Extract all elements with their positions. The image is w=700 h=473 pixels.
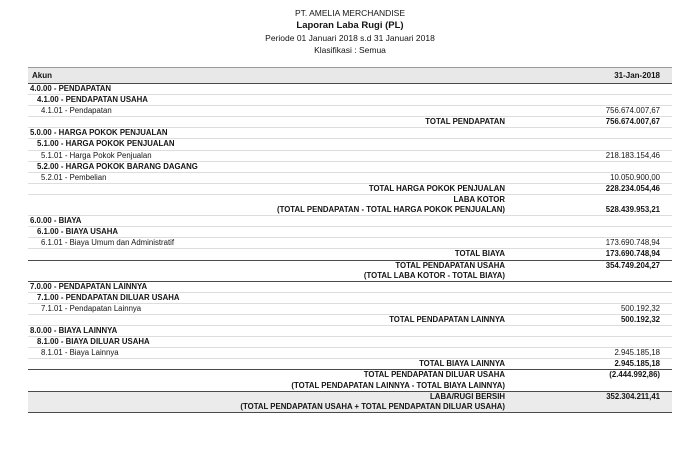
table-row [28,117,672,128]
row-label-cell [28,173,505,183]
table-row [28,282,672,293]
row-label: 4.1.01 - Pendapatan [41,106,112,116]
row-value: 528.439.953,21 [605,205,660,215]
row-value: 354.749.204,27 [605,260,660,270]
table-row [28,184,672,195]
row-label-cell [28,195,505,215]
row-label-cell [28,139,505,149]
row-value: 756.674.007,67 [605,117,660,127]
row-label-cell [28,227,505,237]
table-row [28,370,672,391]
table-row [28,315,672,326]
row-label-cell [28,359,505,369]
row-label: 7.1.01 - Pendapatan Lainnya [41,303,142,313]
row-label-cell [28,304,505,314]
row-label: 8.1.01 - Biaya Lainnya [41,348,119,358]
row-label-cell [28,216,505,226]
table-row [28,261,672,282]
row-label-cell [28,249,505,259]
row-value: 756.674.007,67 [605,106,660,116]
row-label: TOTAL PENDAPATAN DILUAR USAHA [363,370,505,380]
row-value: 500.192,32 [620,303,660,313]
row-label-cell [28,95,505,105]
table-row [28,326,672,337]
report-title-block [0,0,700,56]
row-label-cell [28,315,505,325]
table-row [28,392,672,413]
row-value: 352.304.211,41 [606,391,660,401]
row-label-cell [28,261,505,281]
row-label: LABA KOTOR [453,194,505,204]
row-label-cell [28,151,505,161]
table-row [28,151,672,162]
row-label-cell [28,106,505,116]
row-label-formula: (TOTAL PENDAPATAN LAINNYA - TOTAL BIAYA LAINNYA) [291,380,505,390]
table-row [28,95,672,106]
row-label: 5.2.01 - Pembelian [41,172,107,182]
row-label-formula: (TOTAL PENDAPATAN USAHA + TOTAL PENDAPATAN DILUAR USAHA) [240,401,505,411]
row-value: 218.183.154,46 [605,150,660,160]
row-label: TOTAL BIAYA LAINNYA [419,359,505,369]
row-label-cell [28,117,505,127]
row-label: 4.1.00 - PENDAPATAN USAHA [37,95,148,105]
table-header-row [28,67,672,84]
table-row [28,195,672,216]
table-row [28,216,672,227]
row-label-cell [28,337,505,347]
row-label-cell [28,392,505,412]
table-row [28,162,672,173]
table-row [28,173,672,184]
table-row [28,238,672,249]
row-label: 5.0.00 - HARGA POKOK PENJUALAN [30,128,168,138]
row-value: 500.192,32 [620,314,660,324]
table-row [28,304,672,315]
row-label-cell [28,326,505,336]
report-title: Laporan Laba Rugi (PL) [296,20,404,31]
table-row [28,139,672,150]
row-label: TOTAL PENDAPATAN LAINNYA [389,314,505,324]
company-name: PT. AMELIA MERCHANDISE [294,8,406,18]
row-label-cell [28,282,505,292]
row-label-cell [28,370,505,390]
row-value: 10.050.900,00 [610,172,660,182]
row-label-cell [28,348,505,358]
row-label: TOTAL BIAYA [454,249,505,259]
row-value: 2.945.185,18 [614,348,660,358]
row-label-formula: (TOTAL PENDAPATAN - TOTAL HARGA POKOK PENJUALAN) [277,205,505,215]
row-value: 173.690.748,94 [605,249,660,259]
table-row [28,227,672,238]
row-label-cell [28,238,505,248]
table-row [28,106,672,117]
table-row [28,128,672,139]
table-row [28,293,672,304]
report-period: Periode 01 Januari 2018 s.d 31 Januari 2018 [265,33,435,43]
row-label: 7.1.00 - PENDAPATAN DILUAR USAHA [37,292,180,302]
row-label-cell [28,84,505,94]
report-table [28,67,672,413]
column-header-date: 31-Jan-2018 [614,71,660,80]
row-label-cell [28,184,505,194]
table-row [28,84,672,95]
row-label-cell [28,128,505,138]
row-label: 5.1.00 - HARGA POKOK PENJUALAN [37,139,175,149]
row-label: TOTAL PENDAPATAN [425,117,505,127]
row-label: 8.1.00 - BIAYA DILUAR USAHA [37,337,150,347]
table-row [28,348,672,359]
table-body [28,84,672,413]
column-header-account: Akun [32,71,52,80]
table-row [28,359,672,370]
row-value: 173.690.748,94 [605,238,660,248]
row-label: TOTAL HARGA POKOK PENJUALAN [368,183,505,193]
row-label: LABA/RUGI BERSIH [430,391,505,401]
report-classification: Klasifikasi : Semua [314,45,386,55]
row-label-cell [28,293,505,303]
row-label: 7.0.00 - PENDAPATAN LAINNYA [30,281,148,291]
row-label: 6.1.00 - BIAYA USAHA [37,227,119,237]
table-row [28,249,672,260]
row-label: 6.1.01 - Biaya Umum dan Administratif [41,238,175,248]
row-value: 2.945.185,18 [614,359,660,369]
row-label: 6.0.00 - BIAYA [30,216,82,226]
row-label-cell [28,162,505,172]
table-row [28,337,672,348]
row-label: 4.0.00 - PENDAPATAN [30,84,112,93]
row-label: 5.2.00 - HARGA POKOK BARANG DAGANG [37,161,198,171]
row-label: TOTAL PENDAPATAN USAHA [395,260,505,270]
row-value: 228.234.054,46 [605,183,660,193]
row-label: 5.1.01 - Harga Pokok Penjualan [41,150,152,160]
row-value: (2.444.992,86) [609,370,660,380]
row-label: 8.0.00 - BIAYA LAINNYA [30,326,118,336]
row-label-formula: (TOTAL LABA KOTOR - TOTAL BIAYA) [363,270,505,280]
